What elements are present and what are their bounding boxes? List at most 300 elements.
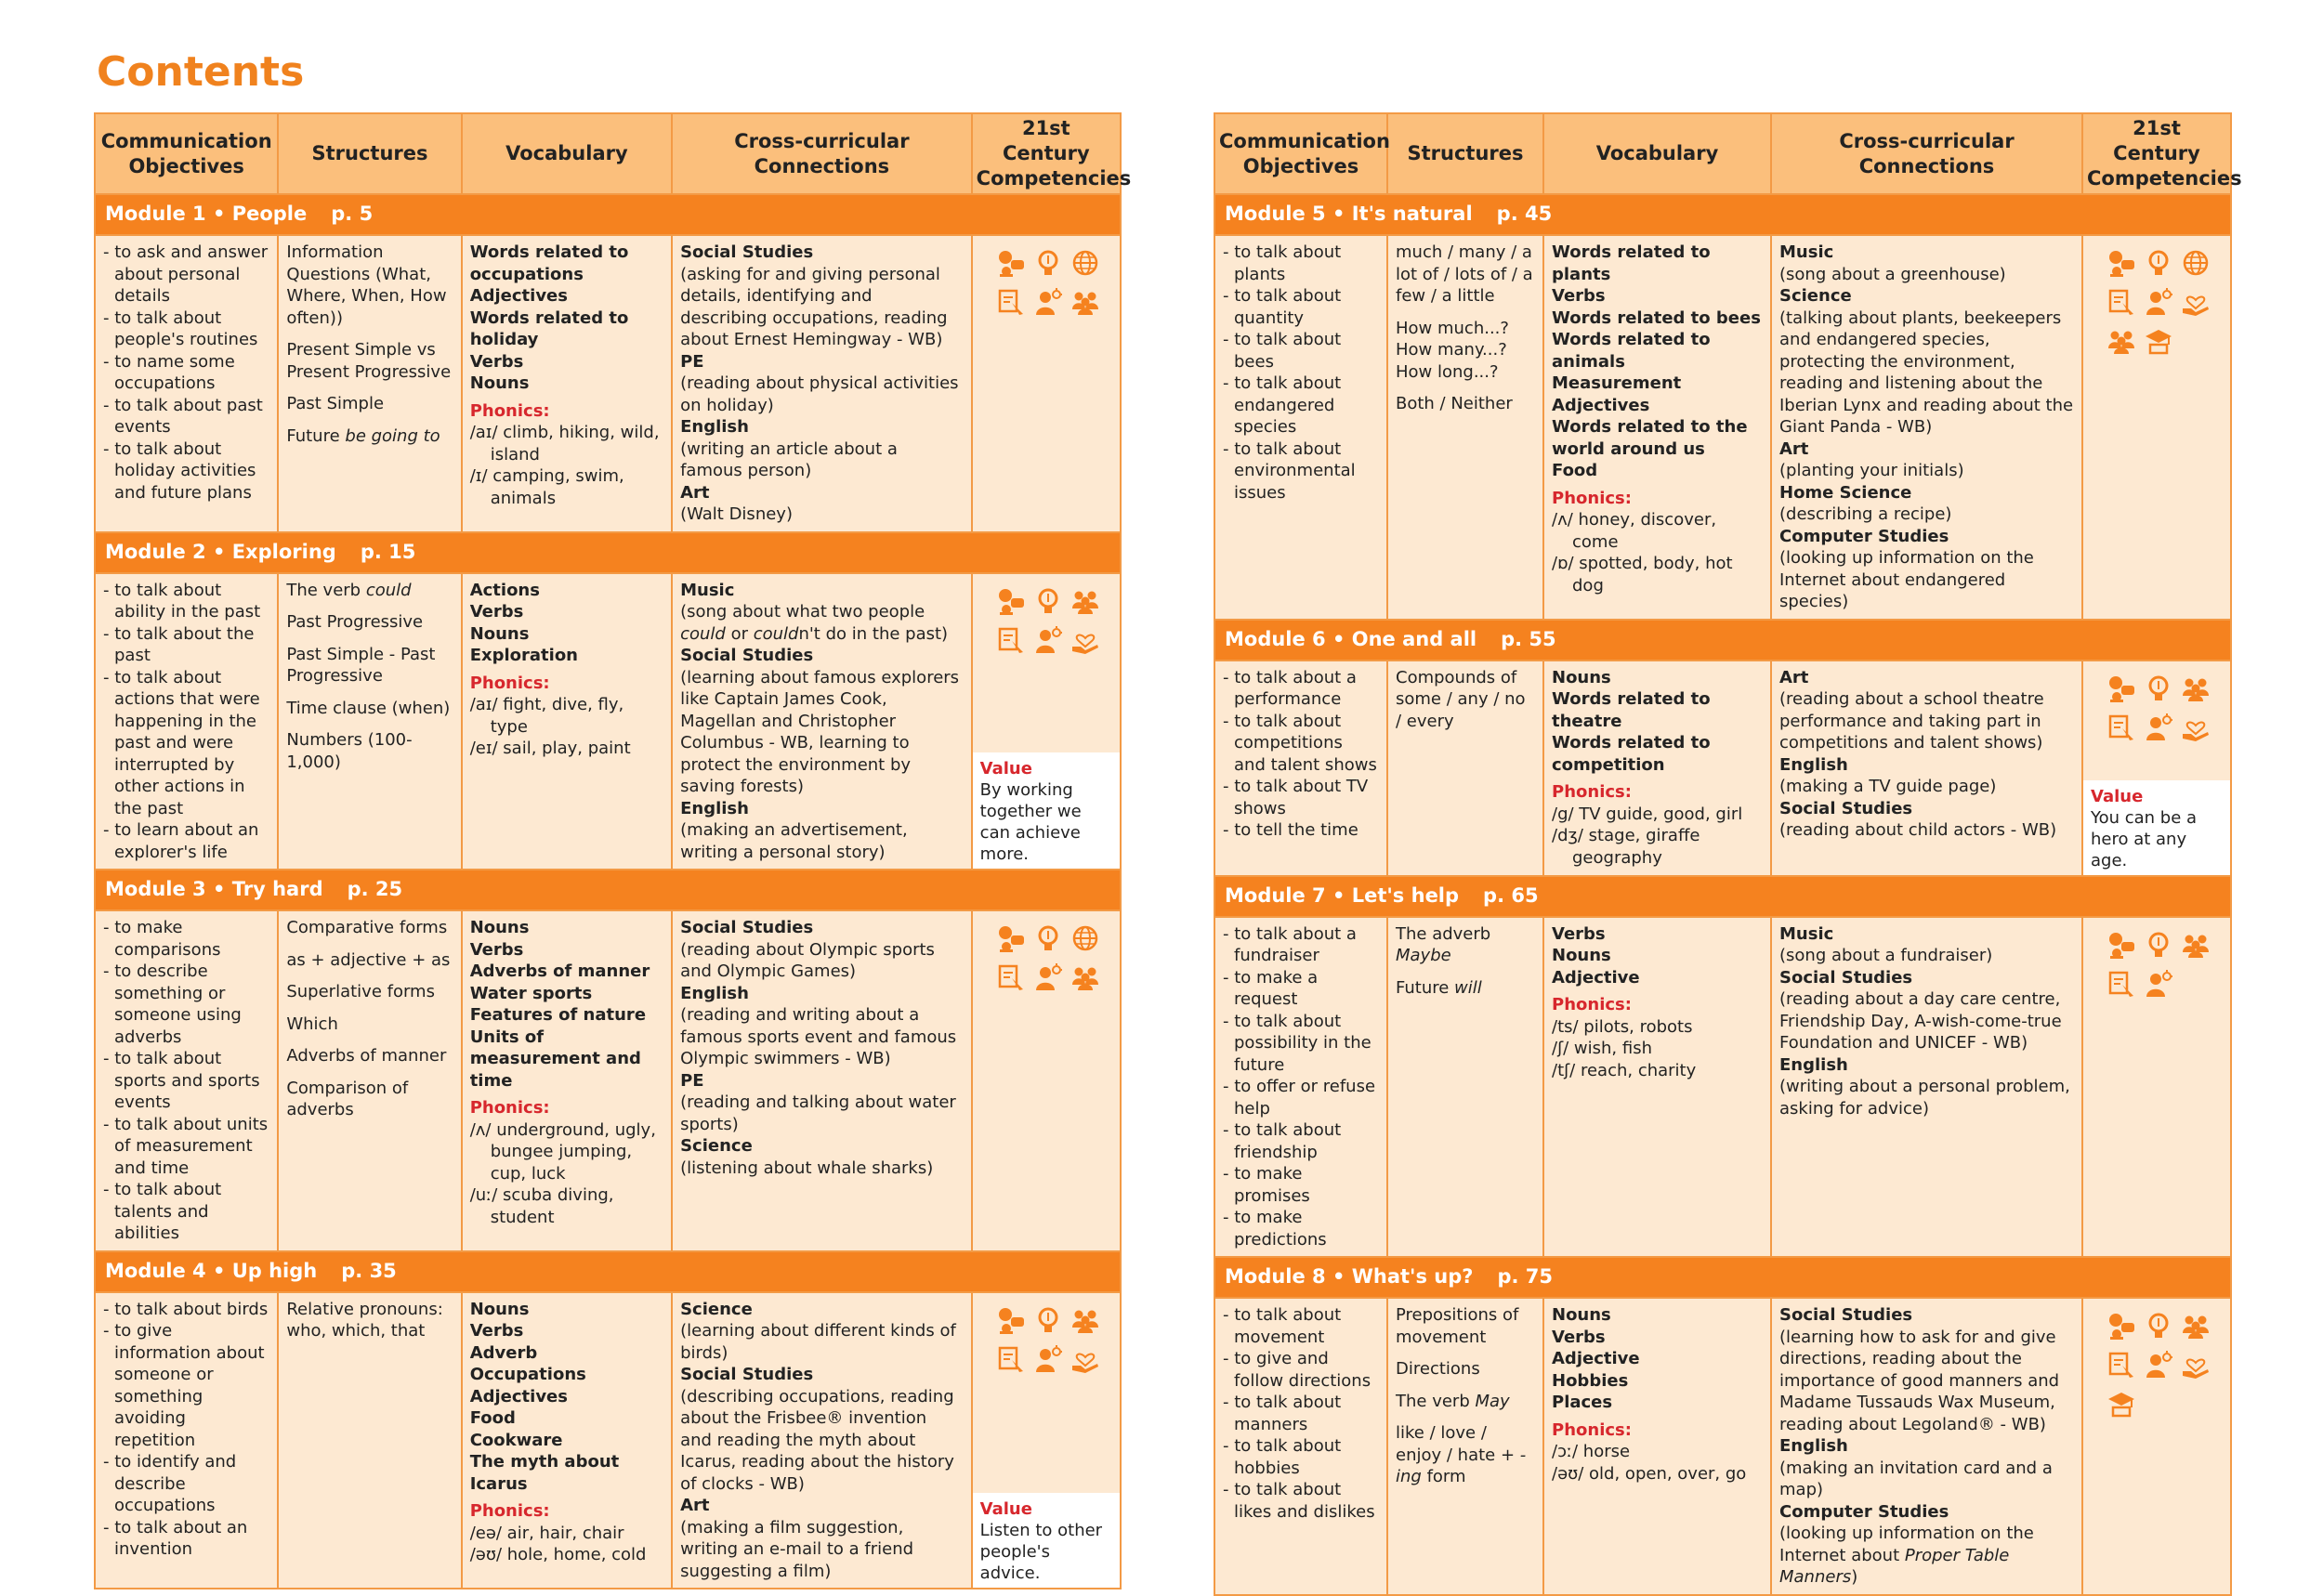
cross-curricular-cell bbox=[1771, 1298, 2082, 1595]
subject-description: (writing an article about a famous person) bbox=[680, 438, 898, 480]
vocabulary-item: Places bbox=[1552, 1393, 1613, 1412]
objective-item: - to identify and describe occupations bbox=[103, 1451, 269, 1517]
competency-icons bbox=[997, 1306, 1107, 1373]
critical-thinking-icon bbox=[997, 626, 1025, 654]
objective-item: - to learn about an explorer's life bbox=[103, 819, 269, 863]
subject-description: (reading about physical activities on holiday) bbox=[680, 373, 959, 415]
subject-name: English bbox=[1779, 754, 1848, 775]
phonics-item: /ts/ pilots, robots bbox=[1552, 1016, 1693, 1037]
collaboration-icon bbox=[1071, 587, 1099, 615]
vocabulary-item: Adjective bbox=[1552, 1349, 1640, 1368]
competencies-cell bbox=[2082, 235, 2231, 620]
objective-item: - to talk about friendship bbox=[1223, 1119, 1379, 1163]
caring-icon bbox=[1071, 626, 1099, 654]
vocabulary-item: Adverbs of manner bbox=[469, 962, 650, 981]
vocabulary-cell bbox=[462, 910, 672, 1251]
header-objectives: Communication Objectives bbox=[95, 113, 278, 194]
subject-name: Music bbox=[1779, 923, 1834, 944]
cross-curricular-cell bbox=[672, 573, 972, 870]
header-cross-curricular: Cross-curricular Connections bbox=[672, 113, 972, 194]
subject-name: English bbox=[680, 983, 749, 1003]
cross-curricular-cell bbox=[1771, 661, 2082, 876]
structure-item: Past Simple bbox=[286, 394, 385, 413]
objective-item: - to talk about units of measurement and time bbox=[103, 1114, 269, 1180]
subject-description: (reading about Olympic sports and Olympic Games) bbox=[680, 939, 935, 981]
vocabulary-item: Verbs bbox=[469, 351, 524, 372]
vocabulary-item: Adjectives bbox=[1552, 395, 1650, 415]
module-header bbox=[95, 194, 1121, 235]
structure-item: Past Progressive bbox=[286, 612, 424, 632]
communication-icon bbox=[2107, 1312, 2135, 1340]
subject-description: (song about what two people could or couldn't do in the past) bbox=[680, 602, 949, 644]
module-content-row bbox=[1214, 917, 2231, 1258]
module-header-row bbox=[95, 532, 1121, 573]
caring-icon bbox=[2182, 713, 2210, 741]
objective-item: - to talk about likes and dislikes bbox=[1223, 1479, 1379, 1523]
subject-description: (looking up information on the Internet about endangered species) bbox=[1779, 548, 2034, 611]
module-page: p. 35 bbox=[341, 1259, 397, 1282]
subject-description: (reading about a school theatre performance and taking part in competitions and talent shows) bbox=[1779, 689, 2044, 752]
vocabulary-item: Features of nature bbox=[469, 1005, 647, 1025]
subject-description: (making a film suggestion, writing an e-mail to a friend suggesting a film) bbox=[680, 1517, 914, 1581]
objective-item: - to talk about manners bbox=[1223, 1392, 1379, 1435]
module-name: Module 2 • Exploring bbox=[105, 540, 336, 563]
objective-item: - to talk about hobbies bbox=[1223, 1435, 1379, 1479]
structure-item: like / love / enjoy / hate + -ing form bbox=[1396, 1423, 1527, 1486]
vocabulary-item: Words related to plants bbox=[1552, 242, 1711, 284]
subject-name: Music bbox=[680, 580, 735, 600]
structure-item: The adverb Maybe bbox=[1396, 923, 1491, 965]
critical-thinking-icon bbox=[2107, 713, 2135, 741]
structure-item: Compounds of some / any / no / every bbox=[1396, 667, 1526, 731]
subject-name: Art bbox=[1779, 667, 1809, 687]
module-name: Module 3 • Try hard bbox=[105, 878, 323, 901]
vocabulary-item: Food bbox=[1552, 461, 1598, 480]
structure-item: Comparative forms bbox=[286, 918, 448, 937]
cross-curricular-cell bbox=[672, 910, 972, 1251]
module-content-row bbox=[95, 1292, 1121, 1589]
subject-description: (looking up information on the Internet about Proper Table Manners) bbox=[1779, 1524, 2034, 1587]
subject-description: (making a TV guide page) bbox=[1779, 777, 1997, 796]
module-content-row bbox=[1214, 235, 2231, 620]
vocabulary-item: Words related to competition bbox=[1552, 733, 1711, 775]
subject-description: (making an invitation card and a map) bbox=[1779, 1458, 2053, 1499]
global-icon bbox=[2182, 249, 2210, 277]
global-icon bbox=[1071, 924, 1099, 952]
collaboration-icon bbox=[1071, 1306, 1099, 1334]
creativity-icon bbox=[2145, 1312, 2172, 1340]
structure-item: Adverbs of manner bbox=[286, 1046, 447, 1066]
module-content-row bbox=[95, 910, 1121, 1251]
objective-item: - to make predictions bbox=[1223, 1207, 1379, 1250]
structures-cell bbox=[278, 235, 461, 532]
vocabulary-cell bbox=[462, 1292, 672, 1589]
objective-item: - to make a request bbox=[1223, 967, 1379, 1011]
communication-icon bbox=[997, 587, 1025, 615]
subject-name: English bbox=[1779, 1436, 1848, 1456]
vocabulary-item: Actions bbox=[469, 580, 540, 600]
subject-name: English bbox=[680, 798, 749, 818]
vocabulary-item: Nouns bbox=[469, 623, 530, 644]
module-page: p. 75 bbox=[1497, 1265, 1553, 1289]
subject-description: (reading about a day care centre, Friendship Day, A-wish-come-true Foundation and UNICEF - WB) bbox=[1779, 989, 2062, 1053]
critical-thinking-icon bbox=[2107, 288, 2135, 316]
subject-name: Social Studies bbox=[1779, 798, 1913, 818]
subject-name: Home Science bbox=[1779, 482, 1912, 503]
value-text: Listen to other people's advice. bbox=[979, 1521, 1103, 1583]
vocabulary-cell bbox=[1543, 235, 1771, 620]
structure-item: How much...? How many...? How long...? bbox=[1396, 318, 1509, 382]
subject-description: (song about a fundraiser) bbox=[1779, 946, 1993, 965]
vocabulary-item: Nouns bbox=[469, 918, 530, 937]
phonics-item: /ɒ/ spotted, body, hot dog bbox=[1552, 554, 1733, 595]
objective-item: - to make comparisons bbox=[103, 917, 269, 961]
phonics-item: /ɪ/ camping, swim, animals bbox=[469, 466, 624, 508]
subject-description: (reading about child actors - WB) bbox=[1779, 820, 2057, 840]
value-label: Value bbox=[979, 1499, 1032, 1519]
objective-item: - to talk about actions that were happening in the past and were interrupted by other actions in the past bbox=[103, 667, 269, 820]
cross-curricular-cell bbox=[672, 1292, 972, 1589]
objectives-list bbox=[1223, 923, 1379, 1251]
vocabulary-item: The myth about Icarus bbox=[469, 1452, 620, 1494]
objectives-cell bbox=[95, 235, 278, 532]
structures-cell bbox=[1387, 917, 1543, 1258]
phonics-label: Phonics: bbox=[1552, 488, 1632, 508]
value-text: You can be a hero at any age. bbox=[2091, 807, 2198, 870]
module-name: Module 7 • Let's help bbox=[1225, 883, 1460, 907]
structure-item: Future will bbox=[1396, 977, 1482, 998]
subject-name: PE bbox=[680, 1070, 704, 1091]
phonics-item: /dʒ/ stage, giraffe geography bbox=[1552, 826, 1700, 868]
competency-icons bbox=[2107, 1312, 2217, 1418]
objective-item: - to talk about sports and sports events bbox=[103, 1048, 269, 1114]
collaboration-icon bbox=[1071, 963, 1099, 991]
vocabulary-item: Adjectives bbox=[469, 286, 568, 306]
structure-item: The verb could bbox=[286, 580, 412, 600]
problem-solving-icon bbox=[2145, 288, 2172, 316]
module-header-row bbox=[95, 1251, 1121, 1292]
structure-item: Which bbox=[286, 1014, 338, 1034]
header-structures: Structures bbox=[1387, 113, 1543, 194]
objective-item: - to talk about ability in the past bbox=[103, 580, 269, 623]
objectives-cell bbox=[1214, 917, 1387, 1258]
module-page: p. 15 bbox=[360, 540, 416, 563]
module-header bbox=[1214, 194, 2231, 235]
module-content-row bbox=[1214, 1298, 2231, 1595]
phonics-item: /tʃ/ reach, charity bbox=[1552, 1060, 1697, 1080]
objective-item: - to offer or refuse help bbox=[1223, 1076, 1379, 1119]
problem-solving-icon bbox=[2145, 1351, 2172, 1379]
phonics-item: /ɔː/ horse bbox=[1552, 1442, 1631, 1461]
competencies-cell bbox=[2082, 661, 2231, 876]
competency-icons bbox=[997, 587, 1107, 654]
objective-item: - to talk about people's routines bbox=[103, 307, 269, 351]
header-vocabulary: Vocabulary bbox=[1543, 113, 1771, 194]
module-header bbox=[95, 532, 1121, 573]
phonics-item: /əʊ/ old, open, over, go bbox=[1552, 1463, 1747, 1484]
vocabulary-item: Water sports bbox=[469, 983, 593, 1003]
objectives-list bbox=[1223, 667, 1379, 842]
objectives-cell bbox=[1214, 661, 1387, 876]
phonics-label: Phonics: bbox=[1552, 995, 1632, 1014]
objective-item: - to describe something or someone using adverbs bbox=[103, 961, 269, 1048]
value-text: By working together we can achieve more. bbox=[979, 780, 1082, 864]
module-header-row bbox=[1214, 620, 2231, 661]
structure-item: Time clause (when) bbox=[286, 698, 451, 718]
vocabulary-item: Measurement bbox=[1552, 373, 1682, 393]
vocabulary-item: Nouns bbox=[1552, 667, 1611, 687]
objective-item: - to talk about bees bbox=[1223, 329, 1379, 373]
subject-name: Art bbox=[680, 1496, 710, 1515]
communication-icon bbox=[2107, 931, 2135, 959]
structure-item: Past Simple - Past Progressive bbox=[286, 644, 436, 686]
structure-item: Information Questions (What, Where, When, How often)) bbox=[286, 242, 447, 328]
structure-item: Prepositions of movement bbox=[1396, 1305, 1519, 1347]
objective-item: - to talk about quantity bbox=[1223, 285, 1379, 329]
subject-description: (writing about a personal problem, asking for advice) bbox=[1779, 1077, 2070, 1119]
objectives-list bbox=[1223, 242, 1379, 504]
subject-description: (reading and writing about a famous sports event and famous Olympic swimmers - WB) bbox=[680, 1005, 957, 1068]
subject-description: (learning about famous explorers like Captain James Cook, Magellan and Christopher Columbus - WB, learning to protect the environment by saving forests) bbox=[680, 667, 960, 796]
learning-icon bbox=[2145, 327, 2172, 355]
vocabulary-item: Hobbies bbox=[1552, 1370, 1629, 1391]
objectives-cell bbox=[1214, 235, 1387, 620]
cross-curricular-cell bbox=[1771, 235, 2082, 620]
phonics-item: /eə/ air, hair, chair bbox=[469, 1523, 624, 1543]
communication-icon bbox=[997, 1306, 1025, 1334]
objectives-list bbox=[103, 242, 269, 504]
header-cross-curricular: Cross-curricular Connections bbox=[1771, 113, 2082, 194]
module-header-row bbox=[1214, 876, 2231, 917]
phonics-item: /əʊ/ hole, home, cold bbox=[469, 1545, 647, 1564]
vocabulary-item: Adjective bbox=[1552, 967, 1640, 988]
header-vocabulary: Vocabulary bbox=[462, 113, 672, 194]
objectives-cell bbox=[95, 1292, 278, 1589]
contents-table-right bbox=[1214, 112, 2242, 1596]
module-header-row bbox=[1214, 1257, 2231, 1298]
module-name: Module 6 • One and all bbox=[1225, 627, 1477, 650]
module-header bbox=[95, 1251, 1121, 1292]
vocabulary-item: Verbs bbox=[1552, 286, 1606, 306]
vocabulary-item: Words related to occupations bbox=[469, 242, 629, 284]
subject-description: (making an advertisement, writing a personal story) bbox=[680, 820, 908, 862]
critical-thinking-icon bbox=[997, 288, 1025, 316]
vocabulary-cell bbox=[1543, 1298, 1771, 1595]
objectives-cell bbox=[95, 573, 278, 870]
module-header bbox=[1214, 620, 2231, 661]
module-name: Module 4 • Up high bbox=[105, 1259, 318, 1282]
objective-item: - to talk about past events bbox=[103, 395, 269, 438]
vocabulary-item: Cookware bbox=[469, 1430, 563, 1450]
subject-description: (planting your initials) bbox=[1779, 461, 1964, 480]
phonics-item: /ʌ/ underground, ugly, bungee jumping, cup, luck bbox=[469, 1119, 656, 1184]
structure-item: Future be going to bbox=[286, 425, 440, 446]
competencies-cell bbox=[972, 910, 1121, 1251]
objective-item: - to talk about movement bbox=[1223, 1304, 1379, 1348]
module-header bbox=[1214, 876, 2231, 917]
structure-item: Superlative forms bbox=[286, 982, 435, 1001]
competencies-cell bbox=[972, 1292, 1121, 1589]
collaboration-icon bbox=[1071, 288, 1099, 316]
competency-icons bbox=[2107, 249, 2217, 355]
caring-icon bbox=[2182, 288, 2210, 316]
vocabulary-item: Words related to animals bbox=[1552, 330, 1711, 372]
subject-name: Social Studies bbox=[1779, 967, 1913, 988]
vocabulary-cell bbox=[1543, 661, 1771, 876]
structure-item: Directions bbox=[1396, 1359, 1480, 1379]
subject-name: Science bbox=[1779, 286, 1852, 306]
subject-description: (describing occupations, reading about the Frisbee® invention and reading the myth about Icarus, reading about the history of clocks - WB) bbox=[680, 1386, 954, 1494]
phonics-item: /ʌ/ honey, discover, come bbox=[1552, 510, 1717, 552]
objective-item: - to talk about an invention bbox=[103, 1517, 269, 1561]
global-icon bbox=[1071, 249, 1099, 277]
creativity-icon bbox=[1034, 249, 1062, 277]
subject-description: (asking for and giving personal details, identifying and describing occupations, reading about Ernest Hemingway - WB) bbox=[680, 264, 948, 349]
competency-icons bbox=[997, 249, 1107, 316]
header-structures: Structures bbox=[278, 113, 461, 194]
structure-item: as + adjective + as bbox=[286, 949, 451, 970]
module-header-row bbox=[95, 194, 1121, 235]
competency-icons bbox=[997, 924, 1107, 991]
objective-item: - to talk about plants bbox=[1223, 242, 1379, 285]
structure-item: much / many / a lot of / lots of / a few / a little bbox=[1396, 242, 1533, 306]
structures-cell bbox=[1387, 235, 1543, 620]
module-page: p. 25 bbox=[347, 878, 403, 901]
subject-description: (learning how to ask for and give directions, reading about the importance of good manners and Madame Tussauds Wax Museum, reading about Legoland® - WB) bbox=[1779, 1327, 2060, 1434]
value-label: Value bbox=[979, 759, 1032, 778]
vocabulary-cell bbox=[1543, 917, 1771, 1258]
module-page: p. 65 bbox=[1483, 883, 1539, 907]
problem-solving-icon bbox=[2145, 713, 2172, 741]
objective-item: - to talk about environmental issues bbox=[1223, 438, 1379, 504]
structures-cell bbox=[278, 1292, 461, 1589]
header-objectives: Communication Objectives bbox=[1214, 113, 1387, 194]
objectives-list bbox=[103, 917, 269, 1245]
page-title: Contents bbox=[97, 48, 305, 96]
vocabulary-item: Verbs bbox=[1552, 923, 1606, 944]
critical-thinking-icon bbox=[997, 1345, 1025, 1373]
vocabulary-cell bbox=[462, 573, 672, 870]
problem-solving-icon bbox=[1034, 1345, 1062, 1373]
vocabulary-item: Nouns bbox=[469, 1299, 530, 1319]
subject-name: PE bbox=[680, 351, 704, 372]
phonics-label: Phonics: bbox=[469, 1098, 550, 1118]
objective-item: - to talk about endangered species bbox=[1223, 373, 1379, 438]
objective-item: - to talk about a fundraiser bbox=[1223, 923, 1379, 967]
phonics-item: /aɪ/ fight, dive, fly, type bbox=[469, 695, 624, 737]
vocabulary-item: Verbs bbox=[469, 602, 524, 621]
subject-name: Social Studies bbox=[680, 646, 814, 665]
phonics-item: /uː/ scuba diving, student bbox=[469, 1185, 614, 1227]
competencies-cell bbox=[972, 235, 1121, 532]
structure-item: The verb May bbox=[1396, 1391, 1510, 1411]
objectives-cell bbox=[95, 910, 278, 1251]
creativity-icon bbox=[2145, 674, 2172, 702]
learning-icon bbox=[2107, 1390, 2135, 1418]
vocabulary-item: Occupations bbox=[469, 1365, 586, 1384]
problem-solving-icon bbox=[1034, 626, 1062, 654]
module-name: Module 1 • People bbox=[105, 203, 308, 226]
objective-item: - to give information about someone or something avoiding repetition bbox=[103, 1320, 269, 1451]
competencies-cell bbox=[2082, 1298, 2231, 1595]
structure-item: Both / Neither bbox=[1396, 394, 1513, 413]
subject-description: (reading and talking about water sports) bbox=[680, 1092, 956, 1134]
phonics-label: Phonics: bbox=[1552, 1419, 1632, 1440]
subject-name: Art bbox=[1779, 438, 1809, 459]
objective-item: - to name some occupations bbox=[103, 351, 269, 395]
competency-icons bbox=[2107, 674, 2217, 741]
subject-name: Social Studies bbox=[680, 242, 814, 262]
structures-cell bbox=[1387, 1298, 1543, 1595]
module-content-row bbox=[1214, 661, 2231, 876]
creativity-icon bbox=[1034, 1306, 1062, 1334]
structure-item: Comparison of adverbs bbox=[286, 1078, 409, 1119]
collaboration-icon bbox=[2182, 931, 2210, 959]
critical-thinking-icon bbox=[2107, 1351, 2135, 1379]
phonics-item: /aɪ/ climb, hiking, wild, island bbox=[469, 423, 660, 464]
objective-item: - to talk about competitions and talent shows bbox=[1223, 711, 1379, 777]
creativity-icon bbox=[1034, 587, 1062, 615]
module-content-row bbox=[95, 573, 1121, 870]
critical-thinking-icon bbox=[2107, 970, 2135, 998]
communication-icon bbox=[2107, 674, 2135, 702]
collaboration-icon bbox=[2107, 327, 2135, 355]
subject-name: Art bbox=[680, 482, 710, 503]
subject-name: English bbox=[1779, 1054, 1848, 1075]
subject-name: Computer Studies bbox=[1779, 526, 1949, 546]
header-competencies: 21st Century Competencies bbox=[972, 113, 1121, 194]
vocabulary-item: Verbs bbox=[469, 1321, 524, 1341]
objectives-list bbox=[1223, 1304, 1379, 1523]
problem-solving-icon bbox=[1034, 288, 1062, 316]
structure-item: Present Simple vs Present Progressive bbox=[286, 340, 452, 382]
subject-name: Social Studies bbox=[680, 918, 814, 937]
objective-item: - to talk about TV shows bbox=[1223, 776, 1379, 819]
contents-table-left bbox=[94, 112, 1132, 1589]
vocabulary-item: Words related to holiday bbox=[469, 307, 629, 349]
objectives-list bbox=[103, 580, 269, 864]
phonics-label: Phonics: bbox=[469, 400, 550, 421]
vocabulary-item: Nouns bbox=[469, 373, 530, 393]
creativity-icon bbox=[1034, 924, 1062, 952]
structures-cell bbox=[278, 573, 461, 870]
value-box bbox=[2083, 780, 2230, 875]
subject-description: (learning about different kinds of birds) bbox=[680, 1321, 956, 1363]
subject-name: Science bbox=[680, 1299, 753, 1319]
phonics-item: /eɪ/ sail, play, paint bbox=[469, 739, 631, 758]
subject-name: Social Studies bbox=[1779, 1305, 1913, 1325]
subject-name: Computer Studies bbox=[1779, 1501, 1949, 1522]
vocabulary-item: Verbs bbox=[1552, 1327, 1606, 1347]
structures-cell bbox=[278, 910, 461, 1251]
vocabulary-item: Food bbox=[469, 1408, 516, 1428]
objective-item: - to make promises bbox=[1223, 1163, 1379, 1207]
communication-icon bbox=[997, 924, 1025, 952]
subject-description: (talking about plants, beekeepers and endangered species, protecting the environment, reading and listening about the Iberian Lynx and reading about the Giant Panda - WB) bbox=[1779, 307, 2074, 437]
competencies-cell bbox=[972, 573, 1121, 870]
communication-icon bbox=[2107, 249, 2135, 277]
vocabulary-item: Verbs bbox=[469, 939, 524, 960]
objective-item: - to tell the time bbox=[1223, 819, 1379, 842]
subject-description: (Walt Disney) bbox=[680, 504, 793, 524]
problem-solving-icon bbox=[2145, 970, 2172, 998]
objective-item: - to talk about possibility in the future bbox=[1223, 1011, 1379, 1077]
module-page: p. 45 bbox=[1496, 203, 1553, 226]
vocabulary-item: Words related to theatre bbox=[1552, 689, 1711, 731]
objective-item: - to give and follow directions bbox=[1223, 1348, 1379, 1392]
cross-curricular-cell bbox=[672, 235, 972, 532]
vocabulary-cell bbox=[462, 235, 672, 532]
